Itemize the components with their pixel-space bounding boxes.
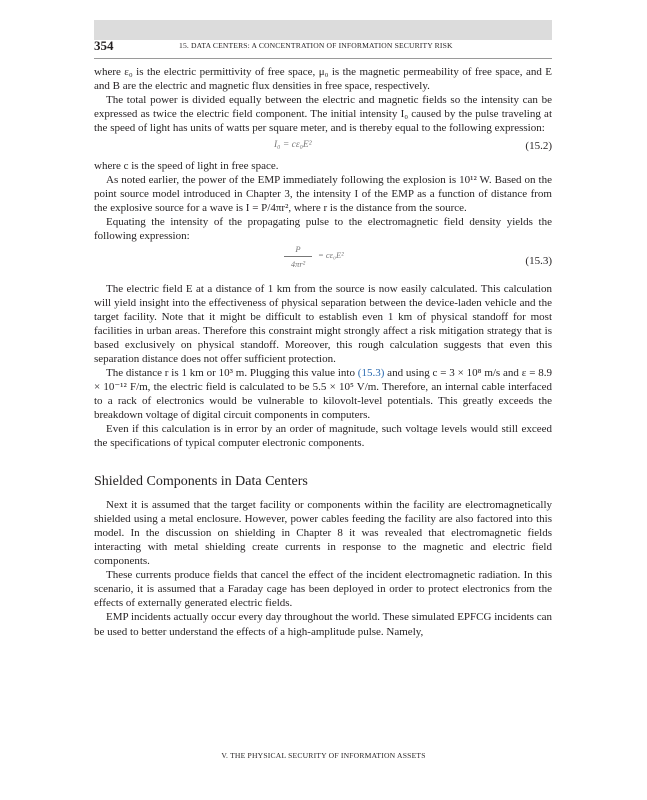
page-number: 354 <box>94 38 114 53</box>
page-footer: V. THE PHYSICAL SECURITY OF INFORMATION ASSETS <box>221 751 426 760</box>
running-head: 15. DATA CENTERS: A CONCENTRATION OF INFORMATION SECURITY RISK <box>179 41 453 50</box>
paragraph-1: where ε₀ is the electric permittivity of free space, μ₀ is the magnetic permeability of free space, and E and B are the electric and magnetic flux densities in free space, respectively. <box>94 66 552 93</box>
equation-15-2 <box>94 135 552 159</box>
fraction-denominator: 4πr² <box>290 258 306 269</box>
paragraph-10: These currents produce fields that cancel the effect of the incident electromagnetic radiation. In this scenario, it is assumed that a Faraday cage has been deployed in order to protect electronics from the effects of externally generated electric fields. <box>94 569 552 610</box>
equation-15-3 <box>94 244 552 282</box>
paragraph-5: Equating the intensity of the propagating pulse to the electromagnetic field density yields the following expression: <box>94 216 552 243</box>
fraction-numerator: P <box>295 243 301 254</box>
fraction-bar <box>284 256 312 257</box>
paragraph-7-part-a: The distance r is 1 km or 10³ m. Plugging this value into <box>106 366 358 379</box>
paragraph-6: The electric field E at a distance of 1 km from the source is now easily calculated. This calculation will yield insight into the effectiveness of physical separation between the device-laden vehicle and the target facility. Note that it might be difficult to establish even 1 km of physical standoff for most facilities in urban areas. Therefore this constraint might strongly affect a risk mitigation strategy that is based exclusively on physical standoff. Moreover, this rough calculation suggests that even this separation distance does not offer sufficient protection. <box>94 282 552 365</box>
equation-15-3-link[interactable]: (15.3) <box>357 366 385 379</box>
header-band <box>94 20 552 40</box>
paragraph-9: Next it is assumed that the target facility or components within the facility are electromagnetically shielded using a metal enclosure. However, power cables feeding the facility are also factored into this model. In the discussion on shielding in Chapter 8 it was revealed that electromagnetic fields interacting with metal shielding create currents in response to the magnetic and electric field components. <box>94 499 552 568</box>
paragraph-2: The total power is divided equally between the electric and magnetic fields so the intensity can be expressed as twice the electric field component. The initial intensity I₀ caused by the pulse traveling at the speed of light has units of watts per square meter, and is thereby equal to the following expression: <box>94 94 552 135</box>
equation-15-3-fraction <box>284 243 344 269</box>
paragraph-7 <box>94 366 552 422</box>
page-body <box>94 65 552 639</box>
paragraph-11: EMP incidents actually occur every day throughout the world. These simulated EPFCG incidents can be used to better understand the effects of a high-amplitude pulse. Namely, <box>94 611 552 638</box>
equation-15-2-expression: I₀ = cε₀E² <box>274 140 312 151</box>
equation-15-3-rhs: = cε₀E² <box>318 249 344 260</box>
equation-15-2-number: (15.2) <box>525 140 552 153</box>
equation-15-3-number: (15.3) <box>525 254 552 267</box>
paragraph-3: where c is the speed of light in free space. <box>94 160 279 173</box>
paragraph-4: As noted earlier, the power of the EMP immediately following the explosion is 10¹² W. Based on the point source model introduced in Chapter 3, the intensity I of the EMP as a function of distance from the explosive source for a wave is I = P/4πr², where r is the distance from the source. <box>94 174 552 215</box>
page-header <box>94 38 552 59</box>
section-heading: Shielded Components in Data Centers <box>94 474 308 490</box>
paragraph-8: Even if this calculation is in error by an order of magnitude, such voltage levels would still exceed the specifications of typical computer electronic components. <box>94 422 552 450</box>
paragraph-7-part-b: and using c = 3 × 10⁸ m/s and ε = 8.9 × 10⁻¹² F/m, the electric field is calculated to be 5.5 × 10⁵ V/m. Therefore, an internal cable interfaced to a rack of electronics would be vulnerable to kilovolt-level potentials. This greatly exceeds the breakdown voltage of digital circuit components in computers. <box>94 366 552 421</box>
